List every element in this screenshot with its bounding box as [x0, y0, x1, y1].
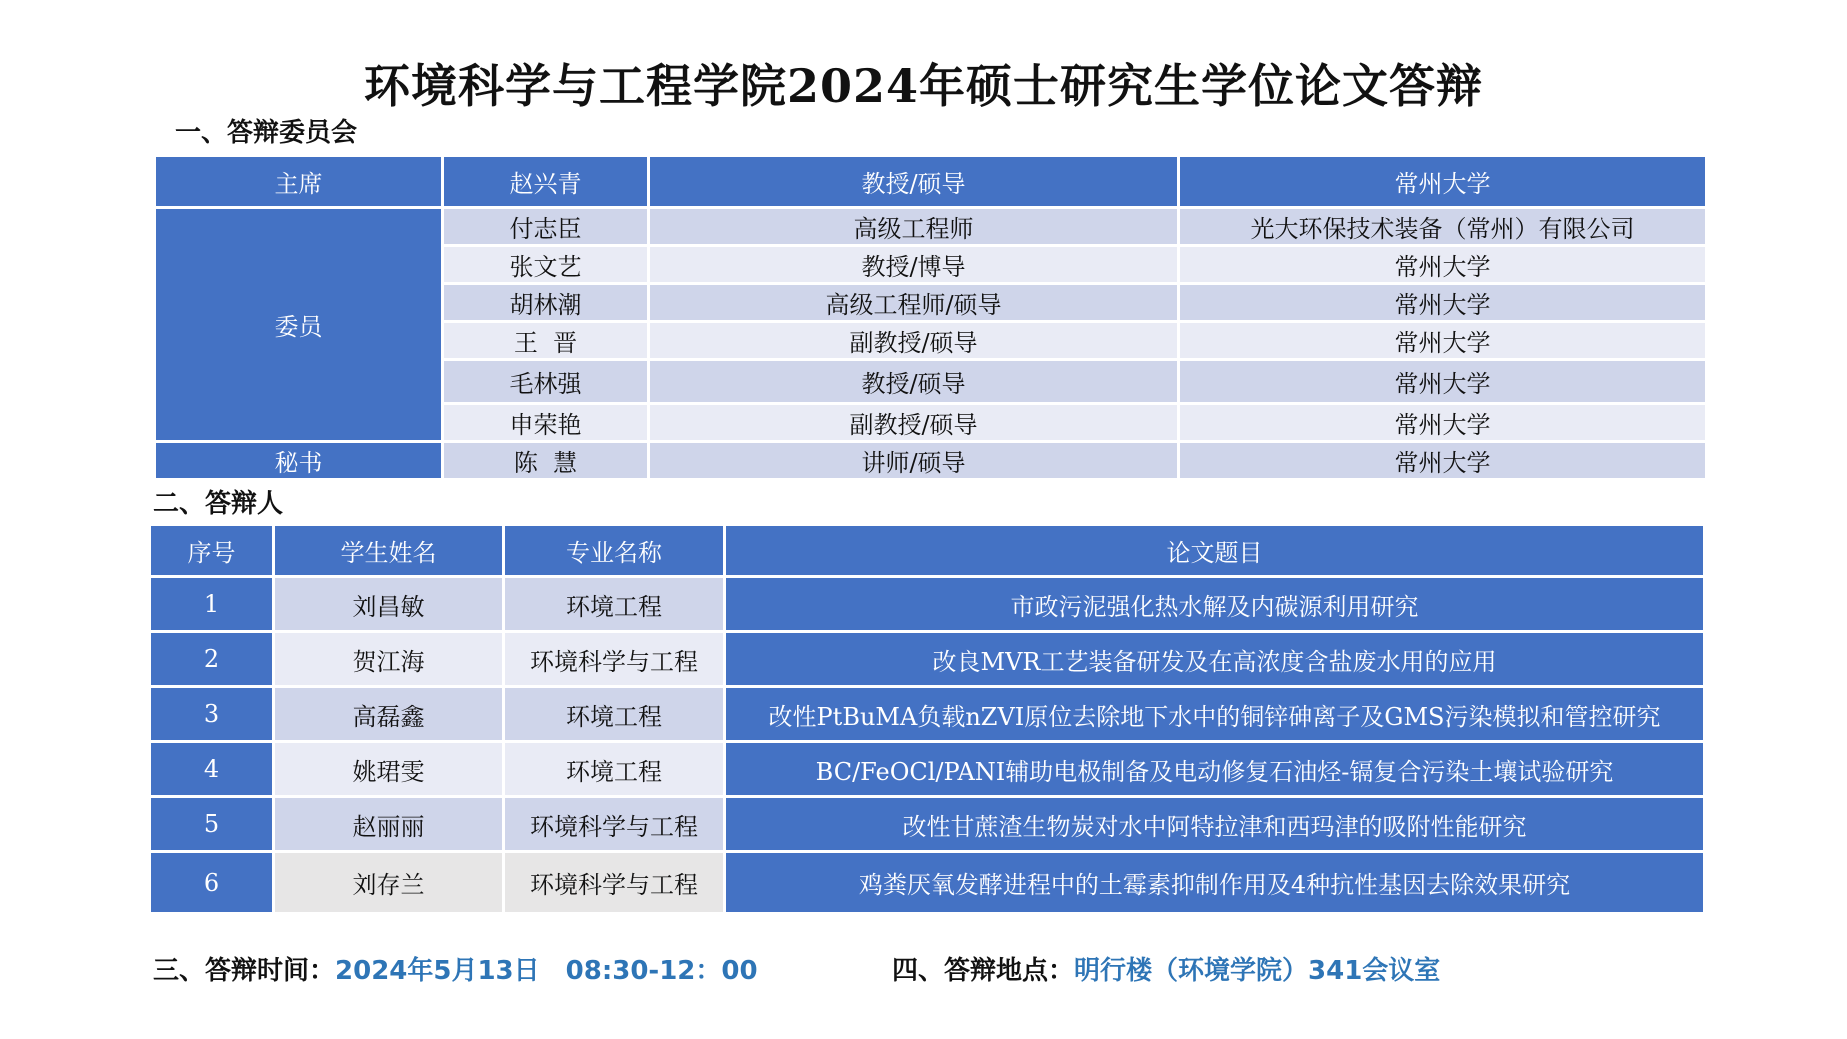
- row-no: 3: [150, 687, 274, 742]
- member-title: 高级工程师/硕导: [649, 284, 1179, 322]
- header-no: 序号: [150, 525, 274, 577]
- defense-time-label: 三、答辩时间：: [153, 956, 336, 986]
- table-row: [150, 742, 1705, 797]
- defense-place: [892, 950, 1440, 987]
- page-title: 环境科学与工程学院2024年硕士研究生学位论文答辩: [363, 59, 1484, 113]
- row-major: 环境科学与工程: [504, 852, 725, 914]
- committee-secretary-row: [155, 442, 1707, 480]
- row-no: 2: [150, 632, 274, 687]
- chair-org: 常州大学: [1179, 156, 1707, 208]
- defense-time-value: 2024年5月13日 08:30-12：00: [335, 956, 758, 986]
- member-name: 胡林潮: [443, 284, 649, 322]
- row-name: 高磊鑫: [274, 687, 504, 742]
- row-name: 姚珺雯: [274, 742, 504, 797]
- member-name: 付志臣: [443, 208, 649, 246]
- row-major: 环境科学与工程: [504, 797, 725, 852]
- committee-table: [153, 154, 1708, 481]
- member-org: 常州大学: [1179, 322, 1707, 360]
- member-title: 副教授/硕导: [649, 322, 1179, 360]
- secretary-role: 秘书: [155, 442, 443, 480]
- row-thesis: 市政污泥强化热水解及内碳源利用研究: [725, 577, 1705, 632]
- member-title: 教授/硕导: [649, 360, 1179, 404]
- member-title: 副教授/硕导: [649, 404, 1179, 442]
- row-no: 4: [150, 742, 274, 797]
- row-no: 5: [150, 797, 274, 852]
- table-row: [150, 577, 1705, 632]
- row-name: 刘存兰: [274, 852, 504, 914]
- secretary-name: 陈 慧: [443, 442, 649, 480]
- defenders-header-row: [150, 525, 1705, 577]
- row-no: 1: [150, 577, 274, 632]
- row-name: 赵丽丽: [274, 797, 504, 852]
- member-title: 教授/博导: [649, 246, 1179, 284]
- member-name: 张文艺: [443, 246, 649, 284]
- table-row: [150, 797, 1705, 852]
- row-thesis: 鸡粪厌氧发酵进程中的土霉素抑制作用及4种抗性基因去除效果研究: [725, 852, 1705, 914]
- member-org: 常州大学: [1179, 360, 1707, 404]
- table-row: [150, 687, 1705, 742]
- member-name: 王 晋: [443, 322, 649, 360]
- row-thesis: 改良MVR工艺装备研发及在高浓度含盐废水用的应用: [725, 632, 1705, 687]
- committee-member-row: [155, 208, 1707, 246]
- defense-place-value: 明行楼（环境学院）341会议室: [1074, 956, 1441, 986]
- row-name: 刘昌敏: [274, 577, 504, 632]
- row-thesis: 改性PtBuMA负载nZVI原位去除地下水中的铜锌砷离子及GMS污染模拟和管控研究: [725, 687, 1705, 742]
- header-major: 专业名称: [504, 525, 725, 577]
- row-major: 环境工程: [504, 687, 725, 742]
- row-major: 环境科学与工程: [504, 632, 725, 687]
- member-title: 高级工程师: [649, 208, 1179, 246]
- header-thesis: 论文题目: [725, 525, 1705, 577]
- member-name: 申荣艳: [443, 404, 649, 442]
- secretary-title: 讲师/硕导: [649, 442, 1179, 480]
- chair-title: 教授/硕导: [649, 156, 1179, 208]
- row-thesis: BC/FeOCl/PANI辅助电极制备及电动修复石油烃-镉复合污染土壤试验研究: [725, 742, 1705, 797]
- row-name: 贺江海: [274, 632, 504, 687]
- member-org: 光大环保技术装备（常州）有限公司: [1179, 208, 1707, 246]
- row-major: 环境工程: [504, 577, 725, 632]
- table-row: [150, 632, 1705, 687]
- chair-name: 赵兴青: [443, 156, 649, 208]
- row-thesis: 改性甘蔗渣生物炭对水中阿特拉津和西玛津的吸附性能研究: [725, 797, 1705, 852]
- defenders-table: [148, 523, 1706, 915]
- header-name: 学生姓名: [274, 525, 504, 577]
- member-name: 毛林强: [443, 360, 649, 404]
- secretary-org: 常州大学: [1179, 442, 1707, 480]
- row-major: 环境工程: [504, 742, 725, 797]
- member-org: 常州大学: [1179, 246, 1707, 284]
- member-org: 常州大学: [1179, 404, 1707, 442]
- section-heading-committee: 一、答辩委员会: [175, 118, 358, 148]
- defense-time: [153, 950, 758, 987]
- member-org: 常州大学: [1179, 284, 1707, 322]
- section-heading-defenders: 二、答辩人: [153, 489, 284, 519]
- chair-role: 主席: [155, 156, 443, 208]
- member-role: 委员: [155, 208, 443, 442]
- table-row: [150, 852, 1705, 914]
- defense-place-label: 四、答辩地点：: [892, 956, 1075, 986]
- row-no: 6: [150, 852, 274, 914]
- committee-header-row: [155, 156, 1707, 208]
